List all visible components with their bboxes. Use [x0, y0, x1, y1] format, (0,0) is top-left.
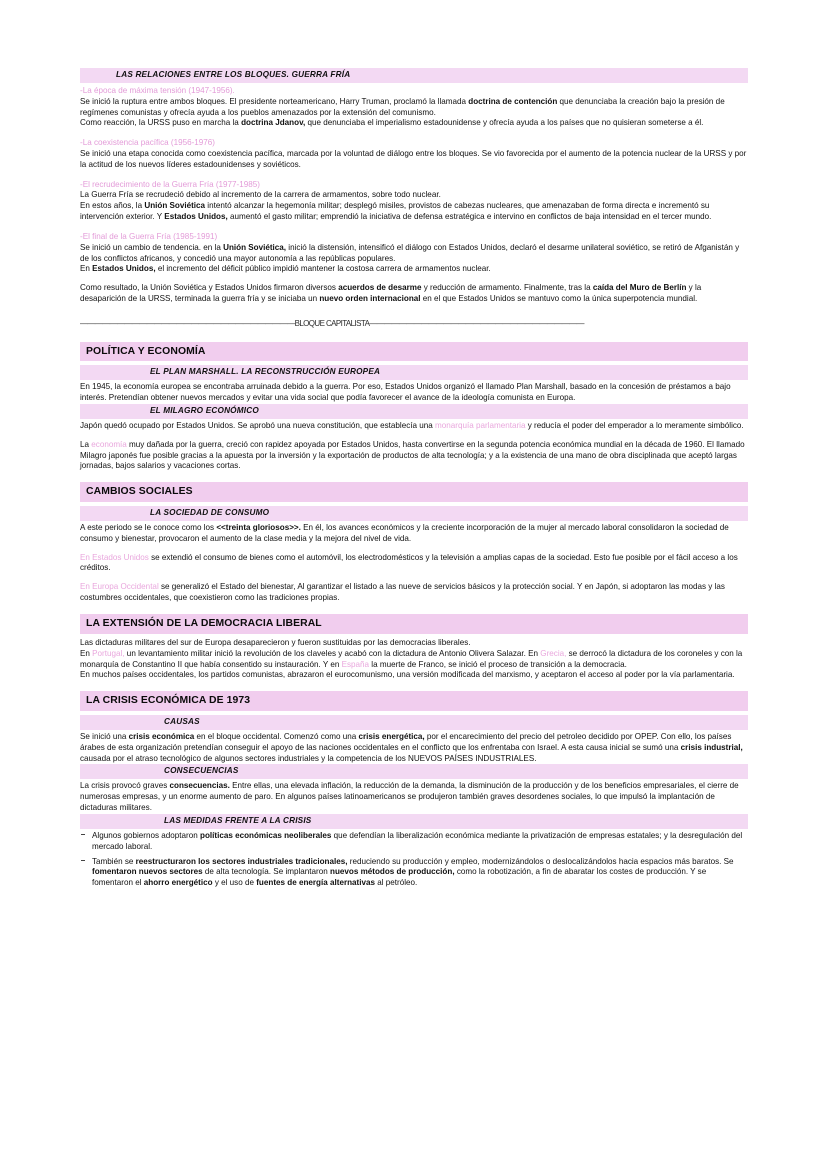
- text-fragment: La: [80, 439, 92, 449]
- text-fragment: reduciendo su producción y empleo, modernizándolos o deslocalizándolos hacia espacios más baratos. Se: [347, 856, 734, 866]
- paragraph-recrudecimiento-1: La Guerra Fría se recrudeció debido al incremento de la carrera de armamentos, sobre todo nuclear.: [80, 190, 441, 200]
- text-strong: Unión Soviética,: [223, 242, 287, 252]
- heading-cambios-sociales-label: CAMBIOS SOCIALES: [86, 486, 193, 498]
- text-strong: crisis energética,: [358, 731, 425, 741]
- divider-bloque-capitalista: —————————————————————————————BLOQUE CAPITALISTA—————————————————————————————: [80, 318, 584, 328]
- text-fragment: Se inició la ruptura entre ambos bloques. El presidente norteamericano, Harry Truman, proclamó la llamada: [80, 96, 469, 106]
- heading-relaciones-bloques-label: LAS RELACIONES ENTRE LOS BLOQUES. GUERRA FRÍA: [116, 70, 351, 79]
- text-fragment: muy dañada por la guerra, creció con rapidez apoyada por Estados Unidos, hasta convertirse en la segunda potencia económica mundial en la década de 1960. El llamado Milagro japonés fue posible gracias a la apuesta por la inversión y la exportación de productos de alta tecnología; y a la existencia de una mano de obra disciplinada que aceptó largas jornadas, bajos salarios y vacaciones cortas.: [80, 439, 745, 471]
- heading-democracia-liberal-label: LA EXTENSIÓN DE LA DEMOCRACIA LIBERAL: [86, 618, 322, 629]
- subheading-maxima-tension: -La época de máxima tensión (1947-1956).: [80, 85, 235, 95]
- text-strong: Estados Unidos,: [164, 212, 228, 222]
- text-fragment: aumentó el gasto militar; emprendió la iniciativa de defensa estratégica e intervino en conflictos de baja intensidad en el tercer mundo.: [227, 212, 712, 222]
- text-fragment: que denunciaba la creación bajo la presión de regímenes comunistas y ofrecía ayuda a los pueblos amenazados por la extensión del comunismo.: [80, 96, 725, 117]
- text-fragment: de alta tecnología. Se implantaron: [202, 867, 330, 877]
- heading-crisis-1973-label: LA CRISIS ECONÓMICA DE 1973: [86, 695, 251, 707]
- text-strong: doctrina de contención: [468, 96, 558, 106]
- list-item: [80, 831, 748, 853]
- text-strong: consecuencias.: [169, 781, 230, 791]
- text-highlight: economía: [91, 439, 127, 449]
- heading-politica-economia: [80, 342, 748, 362]
- text-fragment: inició la distensión, intensificó el diálogo con Estados Unidos, declaró el desarme unilateral soviético, se retiró de Afganistán y de los conflictos africanos, y concedió una mayor autonomía a las repúblicas populares.: [80, 242, 740, 263]
- text-fragment: y el uso de: [212, 878, 257, 888]
- list-medidas: [80, 831, 748, 889]
- paragraph-causas: [80, 732, 748, 765]
- heading-causas: [80, 715, 748, 730]
- document-body: [80, 68, 748, 889]
- text-fragment: un levantamiento militar inició la revolución de los claveles y acabó con la dictadura de Antonio Olivera Salazar. En: [124, 648, 541, 658]
- text-fragment: la muerte de Franco, se inició el proceso de transición a la democracia.: [369, 659, 627, 669]
- paragraph-estados-unidos-consumo: [80, 553, 748, 575]
- text-strong: fuentes de energía alternativas: [256, 878, 375, 888]
- paragraph-recrudecimiento-2: [80, 201, 748, 223]
- heading-plan-marshall-label: EL PLAN MARSHALL. LA RECONSTRUCCIÓN EUROPEA: [150, 367, 381, 377]
- text-highlight: España: [341, 659, 370, 669]
- text-fragment: Se inició un cambio de tendencia. en la: [80, 242, 224, 252]
- text-fragment: En él, los avances económicos y la creciente incorporación de la mujer al mercado laboral consolidaron la sociedad de consumo y bienestar, provocaron el aumento de la clase media y la mejora del nivel de vida.: [80, 522, 729, 543]
- subheading-recrudecimiento: -El recrudecimiento de la Guerra Fría (1977-1985): [80, 179, 260, 189]
- text-fragment: y reducía el poder del emperador a lo meramente simbólico.: [525, 420, 744, 430]
- text-highlight: Grecia,: [540, 648, 567, 658]
- paragraph-europa-occidental: [80, 582, 748, 604]
- text-highlight: monarquía parlamentaria: [435, 420, 526, 430]
- heading-politica-economia-label: POLÍTICA Y ECONOMÍA: [86, 345, 206, 357]
- text-fragment: Se inició una: [80, 731, 129, 741]
- text-fragment: al petróleo.: [375, 878, 418, 888]
- text-fragment: Algunos gobiernos adoptaron: [92, 830, 200, 840]
- subheading-coexistencia: -La coexistencia pacífica (1956-1976): [80, 138, 215, 148]
- text-fragment: que defendían la liberalización económica mediante la privatización de empresas estatales; y la desregulación del mercado laboral.: [92, 830, 743, 851]
- paragraph-consumo: [80, 523, 748, 545]
- text-fragment: se generalizó el Estado del bienestar, Al garantizar el listado a las nueve de servicios básicos y la protección social. Y en Japón, si adoptaron las modas y las costumbres occidentales, que coexistieron como las tradiciones propias.: [80, 582, 725, 603]
- list-item: [80, 857, 748, 890]
- subheading-final-guerra-fria: -El final de la Guerra Fría (1985-1991): [80, 231, 218, 241]
- text-fragment: Como reacción, la URSS puso en marcha la: [80, 118, 242, 128]
- paragraph-coexistencia: Se inició una etapa conocida como coexistencia pacífica, marcada por la voluntad de diálogo entre los bloques. Se vio favorecida por el aumento de la potencia nuclear de la URSS y por la actitud de los nuevos líderes estadounidenses y soviéticos.: [80, 148, 747, 169]
- text-fragment: se extendió el consumo de bienes como el automóvil, los electrodomésticos y la televisión a amplias capas de la sociedad. Esto fue posible por el fácil acceso a los créditos.: [80, 552, 738, 573]
- text-fragment: el incremento del déficit público impidió mantener la costosa carrera de armamentos nuclear.: [155, 264, 491, 274]
- text-fragment: y la desaparición de la URSS, terminada la guerra fría y se iniciaba un: [80, 283, 702, 304]
- paragraph-economia: [80, 440, 748, 473]
- text-fragment: Entre ellas, una elevada inflación, la reducción de la demanda, la disminución de la producción y de los beneficios empresariales, el cierre de numerosas empresas, y un enorme aumento de paro. En algunos países latinoamericanos se produjeron también graves desordenes sociales, lo que impulsó la implantación de dictaduras militares.: [80, 781, 739, 813]
- heading-cambios-sociales: [80, 482, 748, 502]
- paragraph-tension-1: [80, 97, 748, 119]
- paragraph-portugal-grecia-espana: [80, 649, 748, 671]
- text-fragment: También se: [92, 856, 136, 866]
- text-fragment: Como resultado, la Unión Soviética y Estados Unidos firmaron diversos: [80, 283, 339, 293]
- text-strong: ahorro energético: [143, 878, 213, 888]
- heading-medidas-frente-crisis: [80, 814, 748, 829]
- heading-crisis-1973: [80, 691, 748, 711]
- text-highlight: En Europa Occidental: [80, 582, 159, 592]
- paragraph-tension-2: [80, 118, 748, 129]
- paragraph-dictaduras: Las dictaduras militares del sur de Europa desaparecieron y fueron sustituidas por las democracias liberales.: [80, 637, 471, 647]
- paragraph-paises-occidentales: En muchos países occidentales, los partidos comunistas, abrazaron el eurocomunismo, una versión modificada del marxismo, y aceptaron el acceso al poder por la vía parlamentaria.: [80, 670, 735, 680]
- text-strong: nuevo orden internacional: [319, 294, 421, 304]
- text-fragment: La crisis provocó graves: [80, 781, 170, 791]
- text-fragment: en el bloque occidental. Comenzó como una: [194, 731, 359, 741]
- heading-consecuencias-label: CONSECUENCIAS: [164, 766, 239, 776]
- text-strong: fomentaron nuevos sectores: [92, 867, 203, 877]
- text-fragment: intentó alcanzar la hegemonía militar; desplegó misiles, provistos de cabezas nucleares, que amenazaban de forma directa e incrementó su intervención exterior. Y: [80, 201, 710, 222]
- paragraph-resultado: [80, 283, 748, 305]
- heading-democracia-liberal: [80, 614, 748, 634]
- text-strong: reestructuraron los sectores industriales tradicionales,: [135, 856, 348, 866]
- text-fragment: En: [80, 648, 93, 658]
- text-fragment: en el que Estados Unidos se mantuvo como la única superpotencia mundial.: [420, 294, 698, 304]
- heading-plan-marshall: [80, 365, 748, 380]
- text-fragment: En estos años, la: [80, 201, 145, 211]
- heading-causas-label: CAUSAS: [164, 717, 200, 727]
- text-strong: <<treinta gloriosos>>.: [216, 522, 301, 532]
- paragraph-marshall: En 1945, la economía europea se encontraba arruinada debido a la guerra. Por eso, Estados Unidos organizó el llamado Plan Marshall, basado en la concesión de préstamos a bajo interés. Pretendían obtener nuevos mercados y evitar una vida social que podía favorecer el avance de la ideología comunista en Europa.: [80, 382, 731, 403]
- text-strong: caída del Muro de Berlín: [592, 283, 687, 293]
- text-fragment: se derrocó la dictadura de los coroneles y con la monarquía de Constantino II que había consentido su instauración. Y en: [80, 648, 743, 669]
- text-strong: acuerdos de desarme: [338, 283, 422, 293]
- text-highlight: En Estados Unidos: [80, 552, 149, 562]
- text-highlight: Portugal,: [92, 648, 125, 658]
- text-fragment: A este periodo se le conoce como los: [80, 522, 217, 532]
- text-fragment: por el encarecimiento del precio del petroleo decidido por OPEP. Con ello, los países árabes de esta organización pretendían conseguir el apoyo de las naciones occidentales en el conflicto que los enfrentaba con Israel. A esta causa inicial se sumó una: [80, 731, 732, 752]
- heading-consecuencias: [80, 764, 748, 779]
- heading-milagro-economico-label: EL MILAGRO ECONÓMICO: [150, 405, 259, 415]
- text-strong: Estados Unidos,: [92, 264, 156, 274]
- heading-sociedad-consumo: [80, 506, 748, 521]
- text-strong: doctrina Jdanov,: [241, 118, 306, 128]
- text-strong: nuevos métodos de producción,: [330, 867, 455, 877]
- text-strong: políticas económicas neoliberales: [200, 830, 332, 840]
- heading-milagro-economico: [80, 404, 748, 419]
- heading-medidas-frente-crisis-label: LAS MEDIDAS FRENTE A LA CRISIS: [164, 815, 312, 825]
- text-fragment: como la robotización, a fin de abaratar los costes de producción. Y se fomentaron el: [92, 867, 707, 888]
- paragraph-consecuencias: [80, 781, 748, 814]
- text-fragment: y reducción de armamento. Finalmente, tras la: [421, 283, 593, 293]
- text-strong: Unión Soviética: [144, 201, 206, 211]
- text-strong: crisis económica: [128, 731, 195, 741]
- heading-sociedad-consumo-label: LA SOCIEDAD DE CONSUMO: [150, 508, 270, 518]
- paragraph-milagro: [80, 421, 748, 432]
- text-fragment: causada por el atraso tecnológico de algunos sectores industriales y la competencia de los NUEVOS PAÍSES INDUSTRIALES.: [80, 753, 537, 763]
- paragraph-final-2: [80, 264, 748, 275]
- text-fragment: Japón quedó ocupado por Estados Unidos. Se aprobó una nueva constitución, que establecía una: [80, 420, 436, 430]
- paragraph-final-1: [80, 243, 748, 265]
- text-fragment: que denunciaba el imperialismo estadounidense y ofrecía ayuda a los países que no quisieran someterse a él.: [305, 118, 704, 128]
- heading-relaciones-bloques: [80, 68, 748, 83]
- text-strong: crisis industrial,: [680, 742, 743, 752]
- text-fragment: En: [80, 264, 93, 274]
